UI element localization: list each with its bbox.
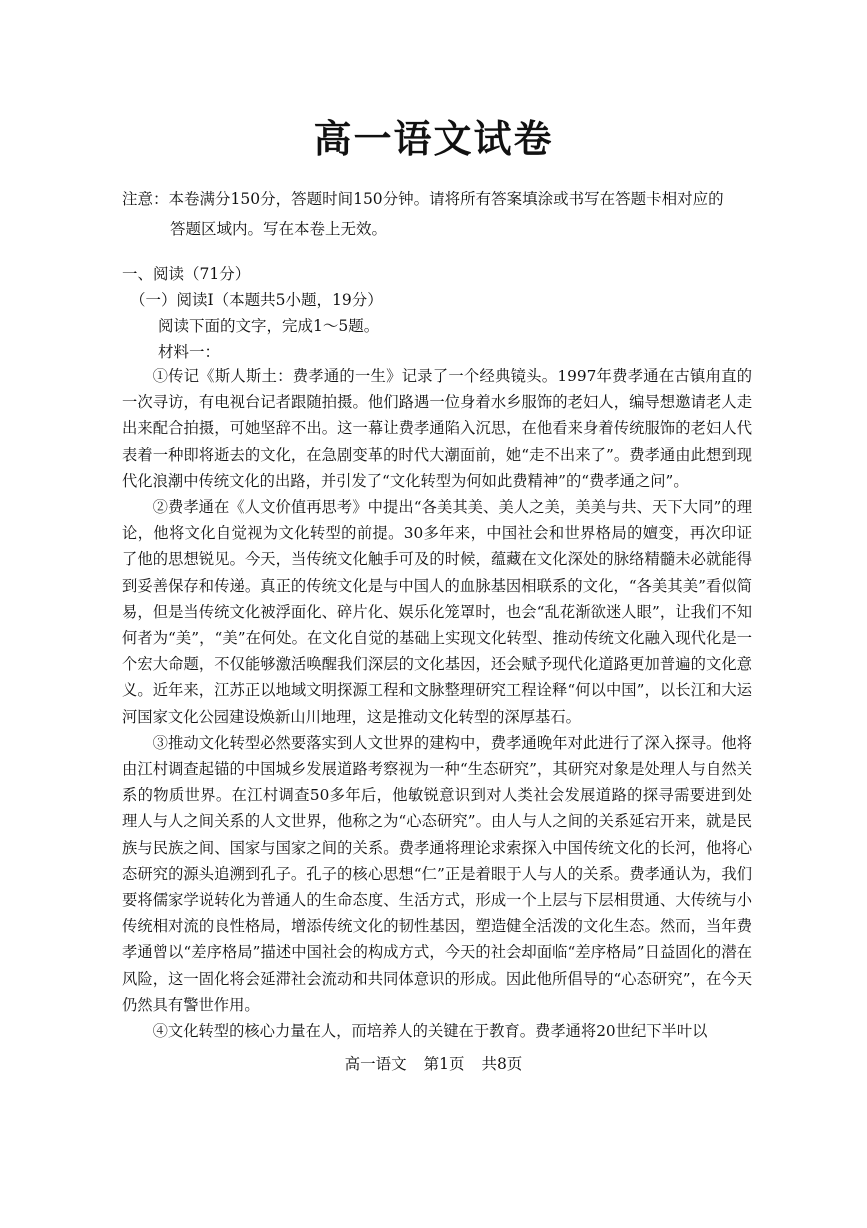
footer-subject: 高一语文 — [344, 1055, 407, 1073]
footer-page-number: 第1页 — [423, 1055, 465, 1073]
paragraph-3: ③推动文化转型必然要落实到人文世界的建构中，费孝通晚年对此进行了深入探寻。他将由江村调查起锚的中国城乡发展道路考察视为一种“生态研究”，其研究对象是处理人与自然关系的物质世界。在江村调查50多年后，他敏锐意识到对人类社会发展道路的探寻需要进到处理人与人之间关系的人文世界，他称之为“心态研究”。由人与人之间的关系延宕开来，就是民族与民族之间、国家与国家之间的关系。费孝通将理论求索探入中国传统文化的长河，他将心态研究的源头追溯到孔子。孔子的核心思想“仁”正是着眼于人与人的关系。费孝通认为，我们要将儒家学说转化为普通人的生命态度、生活方式，形成一个上层与下层相贯通、大传统与小传统相对流的良性格局，增添传统文化的韧性基因，塑造健全活泼的文化生态。然而，当年费孝通曾以“差序格局”描述中国社会的构成方式，今天的社会却面临“差序格局”日益固化的潜在风险，这一固化将会延滞社会流动和共同体意识的形成。因此他所倡导的“心态研究”，在今天仍然具有警世作用。 — [122, 733, 752, 1014]
footer-page-total: 共8页 — [481, 1055, 523, 1073]
reading-instruction: 阅读下面的文字，完成1～5题。 — [158, 317, 380, 335]
paragraph-2: ②费孝通在《人文价值再思考》中提出“各美其美、美人之美，美美与共、天下大同”的理论，他将文化自觉视为文化转型的前提。30多年来，中国社会和世界格局的嬗变，再次印证了他的思想锐见。今天，当传统文化触手可及的时候，蕴藏在文化深处的脉络精髓未必就能得到妥善保存和传递。真正的传统文化是与中国人的血脉基因相联系的文化，“各美其美”看似简易，但是当传统文化被浮面化、碎片化、娱乐化笼罩时，也会“乱花渐欲迷人眼”，让我们不知何者为“美”，“美”在何处。在文化自觉的基础上实现文化转型、推动传统文化融入现代化是一个宏大命题，不仅能够激活唤醒我们深层的文化基因，还会赋予现代化道路更加普遍的文化意义。近年来，江苏正以地域文明探源工程和文脉整理研究工程诠释“何以中国”，以长江和大运河国家文化公园建设焕新山川地理，这是推动文化转型的深厚基石。 — [122, 498, 752, 726]
notice-line-2: 答题区域内。写在本卷上无效。 — [170, 220, 388, 238]
subsection-heading: （一）阅读Ⅰ（本题共5小题，19分） — [130, 291, 383, 309]
page-title: 高一语文试卷 — [313, 116, 554, 161]
reading-passage — [122, 363, 752, 1044]
section-heading: 一、阅读（71分） — [122, 265, 251, 283]
paragraph-1: ①传记《斯人斯土：费孝通的一生》记录了一个经典镜头。1997年费孝通在古镇甪直的一次寻访，有电视台记者跟随拍摄。他们路遇一位身着水乡服饰的老妇人，编导想邀请老人走出来配合拍摄，可她坚辞不出。这一幕让费孝通陷入沉思，在他看来身着传统服饰的老妇人代表着一种即将逝去的文化，在急剧变革的时代大潮面前，她“走不出来了”。费孝通由此想到现代化浪潮中传统文化的出路，并引发了“文化转型为何如此费精神”的“费孝通之问”。 — [122, 367, 752, 490]
material-label: 材料一： — [158, 343, 221, 361]
notice-line-1: 注意：本卷满分150分，答题时间150分钟。请将所有答案填涂或书写在答题卡相对应的 — [122, 190, 724, 208]
page-footer — [0, 1052, 867, 1074]
paragraph-4: ④文化转型的核心力量在人，而培养人的关键在于教育。费孝通将20世纪下半叶以 — [152, 1022, 708, 1041]
exam-notice — [122, 184, 768, 244]
